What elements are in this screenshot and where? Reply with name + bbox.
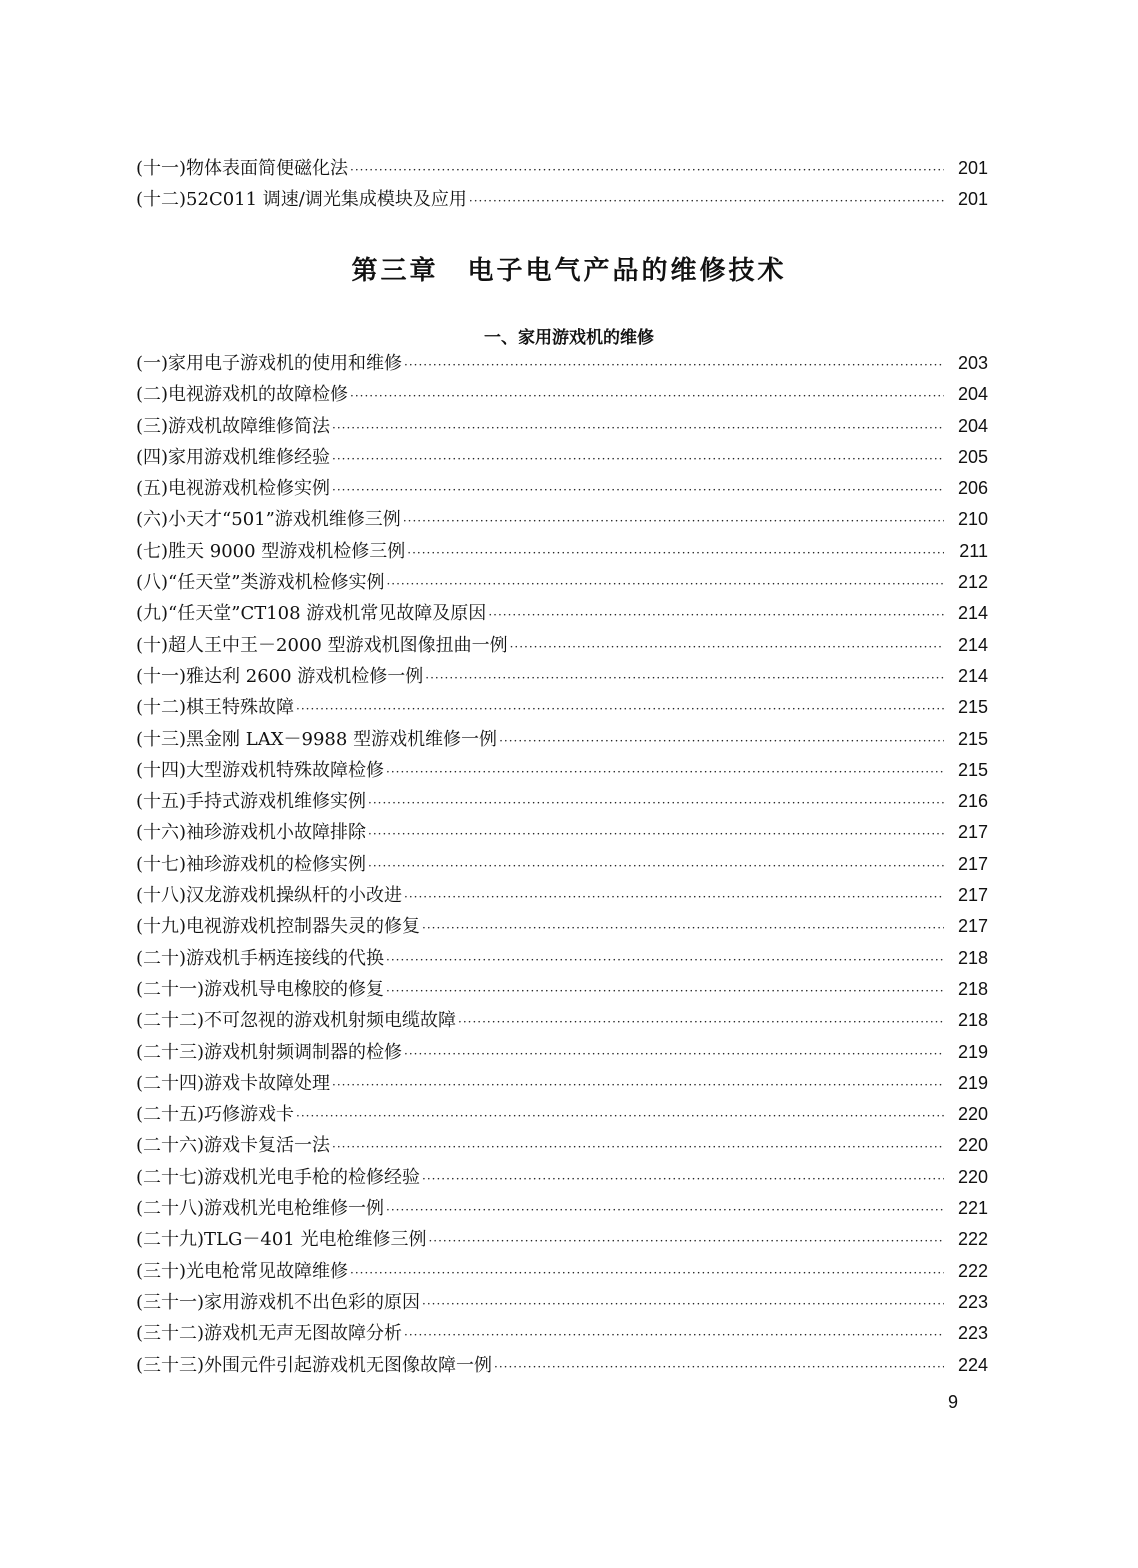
toc-entry <box>136 442 988 473</box>
toc-entry <box>136 943 988 974</box>
toc-entry-label: (七)胜天 9000 型游戏机检修三例 <box>136 540 406 562</box>
toc-entry-page: 215 <box>957 759 988 780</box>
toc-leader-dots <box>368 819 944 850</box>
toc-entry <box>136 1130 988 1161</box>
toc-entry-page: 201 <box>957 189 988 210</box>
toc-entry-page: 204 <box>957 384 988 405</box>
toc-entry-label: (二十八)游戏机光电枪维修一例 <box>136 1198 385 1220</box>
toc-entry-label: (三十二)游戏机无声无图故障分析 <box>136 1323 403 1345</box>
toc-top-block <box>136 153 988 216</box>
toc-leader-dots <box>386 569 944 600</box>
toc-leader-dots <box>386 945 944 976</box>
toc-entry <box>136 911 988 942</box>
toc-entry <box>136 473 988 504</box>
toc-entry-page: 201 <box>957 158 988 178</box>
toc-entry-label: (二十二)不可忽视的游戏机射频电缆故障 <box>136 1010 457 1032</box>
toc-main-block <box>136 348 988 1381</box>
toc-entry-label: (二十五)巧修游戏卡 <box>136 1104 295 1126</box>
toc-leader-dots <box>403 506 944 537</box>
toc-entry-label: (三十)光电枪常见故障维修 <box>136 1260 349 1282</box>
toc-entry-label: (十一)物体表面简便磁化法 <box>136 158 349 179</box>
toc-entry-label: (十二)棋王特殊故障 <box>136 697 295 719</box>
toc-entry-page: 220 <box>957 1104 988 1125</box>
toc-entry-page: 218 <box>957 947 988 968</box>
toc-entry <box>136 348 988 379</box>
toc-entry-page: 215 <box>957 728 988 749</box>
toc-leader-dots <box>350 155 944 186</box>
toc-entry-label: (五)电视游戏机检修实例 <box>136 478 331 500</box>
toc-entry-page: 221 <box>957 1198 988 1219</box>
toc-entry-label: (十五)手持式游戏机维修实例 <box>136 791 367 813</box>
toc-entry <box>136 598 988 629</box>
toc-entry-page: 206 <box>957 478 988 499</box>
toc-leader-dots <box>332 444 944 475</box>
toc-entry-page: 224 <box>957 1354 988 1375</box>
toc-entry-page: 217 <box>957 916 988 937</box>
toc-entry <box>136 786 988 817</box>
toc-entry-page: 215 <box>957 697 988 718</box>
toc-entry-label: (十八)汉龙游戏机操纵杆的小改进 <box>136 885 403 907</box>
toc-entry <box>136 1287 988 1318</box>
toc-entry-page: 211 <box>959 540 988 561</box>
toc-entry <box>136 1350 988 1381</box>
toc-entry-label: (十三)黑金刚 LAX－9988 型游戏机维修一例 <box>136 728 498 750</box>
toc-entry <box>136 817 988 848</box>
toc-leader-dots <box>332 1132 944 1163</box>
toc-entry-label: (四)家用游戏机维修经验 <box>136 446 331 468</box>
page-number: 9 <box>948 1392 959 1412</box>
toc-entry <box>136 724 988 755</box>
toc-entry-page: 220 <box>957 1166 988 1187</box>
toc-entry-label: (三)游戏机故障维修简法 <box>136 415 331 437</box>
toc-entry-page: 218 <box>957 1010 988 1031</box>
toc-entry-label: (二十四)游戏卡故障处理 <box>136 1072 331 1094</box>
toc-leader-dots <box>499 726 944 757</box>
toc-entry-page: 212 <box>957 572 988 593</box>
toc-leader-dots <box>404 1039 944 1070</box>
toc-leader-dots <box>425 663 944 694</box>
toc-entry-page: 204 <box>957 415 988 436</box>
toc-leader-dots <box>296 694 944 725</box>
toc-leader-dots <box>332 413 944 444</box>
toc-entry <box>136 1005 988 1036</box>
toc-entry-page: 223 <box>957 1323 988 1344</box>
toc-leader-dots <box>458 1007 944 1038</box>
toc-entry <box>136 504 988 535</box>
toc-entry-label: (二十六)游戏卡复活一法 <box>136 1135 331 1157</box>
toc-leader-dots <box>469 186 944 217</box>
toc-entry-page: 218 <box>957 978 988 999</box>
chapter-title: 第三章 电子电气产品的维修技术 <box>351 256 787 286</box>
toc-entry-label: (二十)游戏机手柄连接线的代换 <box>136 947 385 969</box>
toc-leader-dots <box>368 788 944 819</box>
toc-entry-page: 222 <box>957 1260 988 1281</box>
toc-leader-dots <box>386 757 944 788</box>
toc-entry <box>136 567 988 598</box>
toc-entry <box>136 184 988 215</box>
toc-entry-page: 210 <box>957 509 988 530</box>
toc-entry-page: 205 <box>957 446 988 467</box>
toc-entry-page: 203 <box>957 353 988 373</box>
toc-entry <box>136 1162 988 1193</box>
toc-leader-dots <box>422 1164 944 1195</box>
toc-entry <box>136 153 988 184</box>
toc-entry-label: (十七)袖珍游戏机的检修实例 <box>136 853 367 875</box>
toc-entry <box>136 1256 988 1287</box>
toc-leader-dots <box>332 475 944 506</box>
toc-entry-label: (一)家用电子游戏机的使用和维修 <box>136 353 403 374</box>
section-title: 一、家用游戏机的维修 <box>484 328 654 348</box>
toc-leader-dots <box>386 1195 944 1226</box>
toc-entry <box>136 1193 988 1224</box>
toc-leader-dots <box>404 350 944 381</box>
toc-entry-label: (十四)大型游戏机特殊故障检修 <box>136 759 385 781</box>
toc-entry <box>136 1037 988 1068</box>
toc-entry <box>136 880 988 911</box>
toc-entry-label: (十九)电视游戏机控制器失灵的修复 <box>136 916 421 938</box>
toc-leader-dots <box>404 882 944 913</box>
toc-leader-dots <box>422 1289 944 1320</box>
toc-entry <box>136 1099 988 1130</box>
toc-entry-page: 219 <box>957 1041 988 1062</box>
toc-entry-page: 222 <box>957 1229 988 1250</box>
toc-entry-label: (六)小天才“501”游戏机维修三例 <box>136 509 401 531</box>
toc-leader-dots <box>494 1352 944 1383</box>
toc-entry-page: 216 <box>957 791 988 812</box>
toc-entry-page: 217 <box>957 853 988 874</box>
toc-entry <box>136 379 988 410</box>
toc-entry <box>136 974 988 1005</box>
toc-entry-page: 217 <box>957 885 988 906</box>
toc-entry-page: 223 <box>957 1291 988 1312</box>
toc-leader-dots <box>428 1226 944 1257</box>
toc-leader-dots <box>404 1320 944 1351</box>
toc-entry-page: 220 <box>957 1135 988 1156</box>
toc-leader-dots <box>386 976 944 1007</box>
toc-entry <box>136 755 988 786</box>
toc-leader-dots <box>332 1070 944 1101</box>
toc-entry <box>136 1318 988 1349</box>
toc-entry-label: (二)电视游戏机的故障检修 <box>136 384 349 406</box>
toc-entry-label: (十六)袖珍游戏机小故障排除 <box>136 822 367 844</box>
toc-entry-label: (九)“任天堂”CT108 游戏机常见故障及原因 <box>136 603 487 625</box>
toc-entry-page: 214 <box>957 603 988 624</box>
toc-entry <box>136 1068 988 1099</box>
toc-entry-page: 214 <box>957 665 988 686</box>
toc-entry <box>136 849 988 880</box>
toc-entry <box>136 536 988 567</box>
toc-entry <box>136 692 988 723</box>
toc-leader-dots <box>488 600 944 631</box>
toc-entry-label: (三十一)家用游戏机不出色彩的原因 <box>136 1291 421 1313</box>
toc-entry-label: (十二)52C011 调速/调光集成模块及应用 <box>136 189 467 211</box>
toc-entry <box>136 630 988 661</box>
toc-leader-dots <box>510 632 944 663</box>
toc-entry <box>136 1224 988 1255</box>
toc-leader-dots <box>350 1258 944 1289</box>
toc-leader-dots <box>368 851 944 882</box>
toc-entry-label: (二十七)游戏机光电手枪的检修经验 <box>136 1166 421 1188</box>
toc-entry-page: 219 <box>957 1072 988 1093</box>
toc-entry <box>136 661 988 692</box>
toc-leader-dots <box>407 538 944 569</box>
toc-entry-page: 214 <box>957 634 988 655</box>
toc-entry-label: (十)超人王中王－2000 型游戏机图像扭曲一例 <box>136 634 508 656</box>
toc-entry <box>136 411 988 442</box>
toc-entry-label: (二十九)TLG－401 光电枪维修三例 <box>136 1229 427 1251</box>
toc-leader-dots <box>422 913 944 944</box>
toc-entry-label: (三十三)外围元件引起游戏机无图像故障一例 <box>136 1354 493 1376</box>
toc-entry-label: (二十三)游戏机射频调制器的检修 <box>136 1041 403 1063</box>
toc-entry-label: (二十一)游戏机导电橡胶的修复 <box>136 978 385 1000</box>
toc-entry-label: (八)“任天堂”类游戏机检修实例 <box>136 572 385 594</box>
toc-leader-dots <box>350 381 944 412</box>
toc-leader-dots <box>296 1101 944 1132</box>
toc-entry-label: (十一)雅达利 2600 游戏机检修一例 <box>136 665 424 687</box>
toc-entry-page: 217 <box>957 822 988 843</box>
